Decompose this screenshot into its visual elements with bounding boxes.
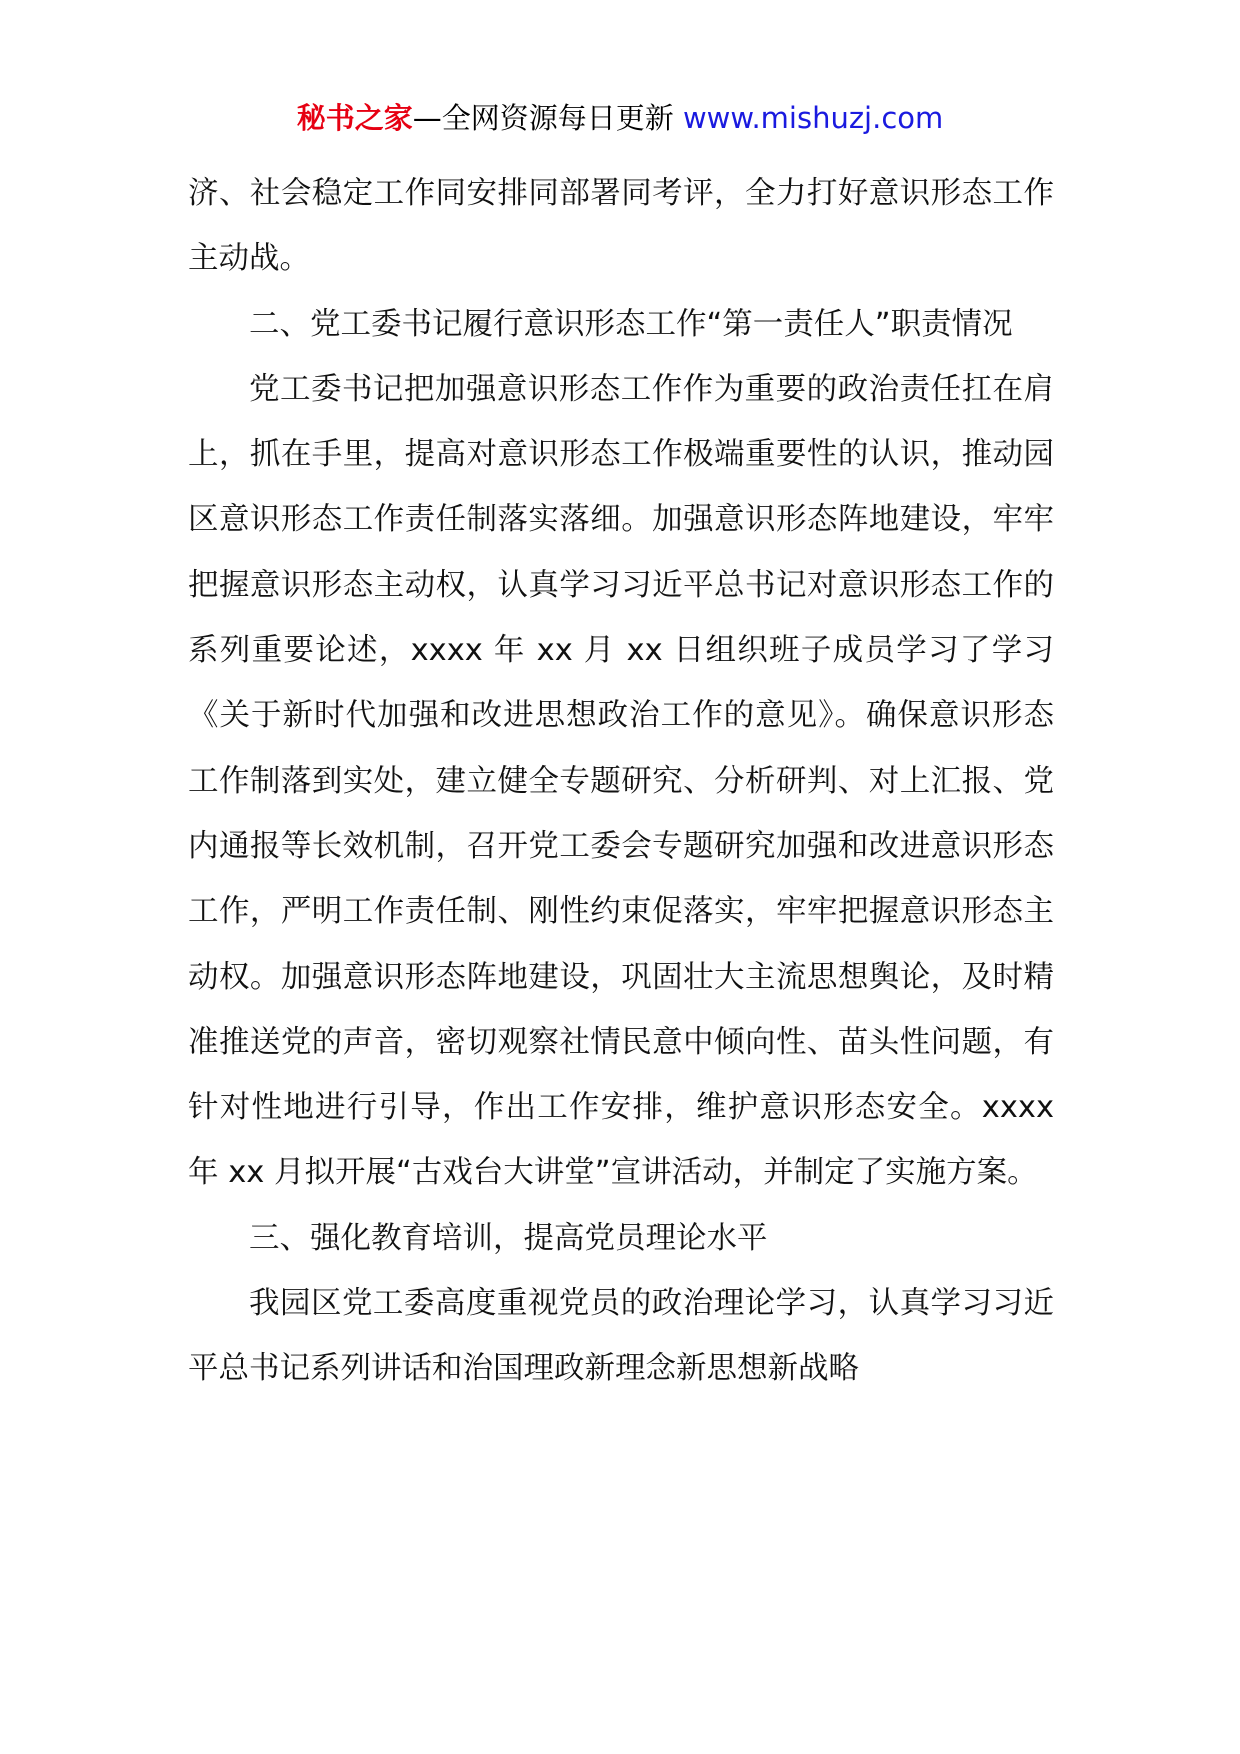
paragraph-section-2: 党工委书记把加强意识形态工作作为重要的政治责任扛在肩上，抓在手里，提高对意识形态工作极端重要性的认识，推动园区意识形态工作责任制落实落细。加强意识形态阵地建设，牢牢把握意识形态主动权，认真学习习近平总书记对意识形态工作的系列重要论述，xxxx 年 xx 月 xx 日组织班子成员学习了学习《关于新时代加强和改进思想政治工作的意见》。确保意识形态工作制落到实处，建立健全专题研究、分析研判、对上汇报、党内通报等长效机制，召开党工委会专题研究加强和改进意识形态工作，严明工作责任制、刚性约束促落实，牢牢把握意识形态主动权。加强意识形态阵地建设，巩固壮大主流思想舆论，及时精准推送党的声音，密切观察社情民意中倾向性、苗头性问题，有针对性地进行引导，作出工作安排，维护意识形态安全。xxxx 年 xx 月拟开展“古戏台大讲堂”宣讲活动，并制定了实施方案。 (188, 371, 1054, 1191)
header-tagline: —全网资源每日更新 (412, 101, 674, 135)
paragraph-continuation: 济、社会稳定工作同安排同部署同考评，全力打好意识形态工作主动战。 (188, 176, 1054, 277)
paragraph-section-3: 我园区党工委高度重视党员的政治理论学习，认真学习习近平总书记系列讲话和治国理政新理念新思想新战略 (188, 1286, 1054, 1387)
header-url[interactable]: www.mishuzj.com (682, 101, 944, 135)
section-heading-2: 二、党工委书记履行意识形态工作“第一责任人”职责情况 (249, 306, 1013, 342)
section-heading-3: 三、强化教育培训，提高党员理论水平 (249, 1220, 768, 1256)
document-body (188, 161, 1054, 1402)
page-header (0, 98, 1240, 138)
header-brand: 秘书之家 (296, 101, 413, 135)
